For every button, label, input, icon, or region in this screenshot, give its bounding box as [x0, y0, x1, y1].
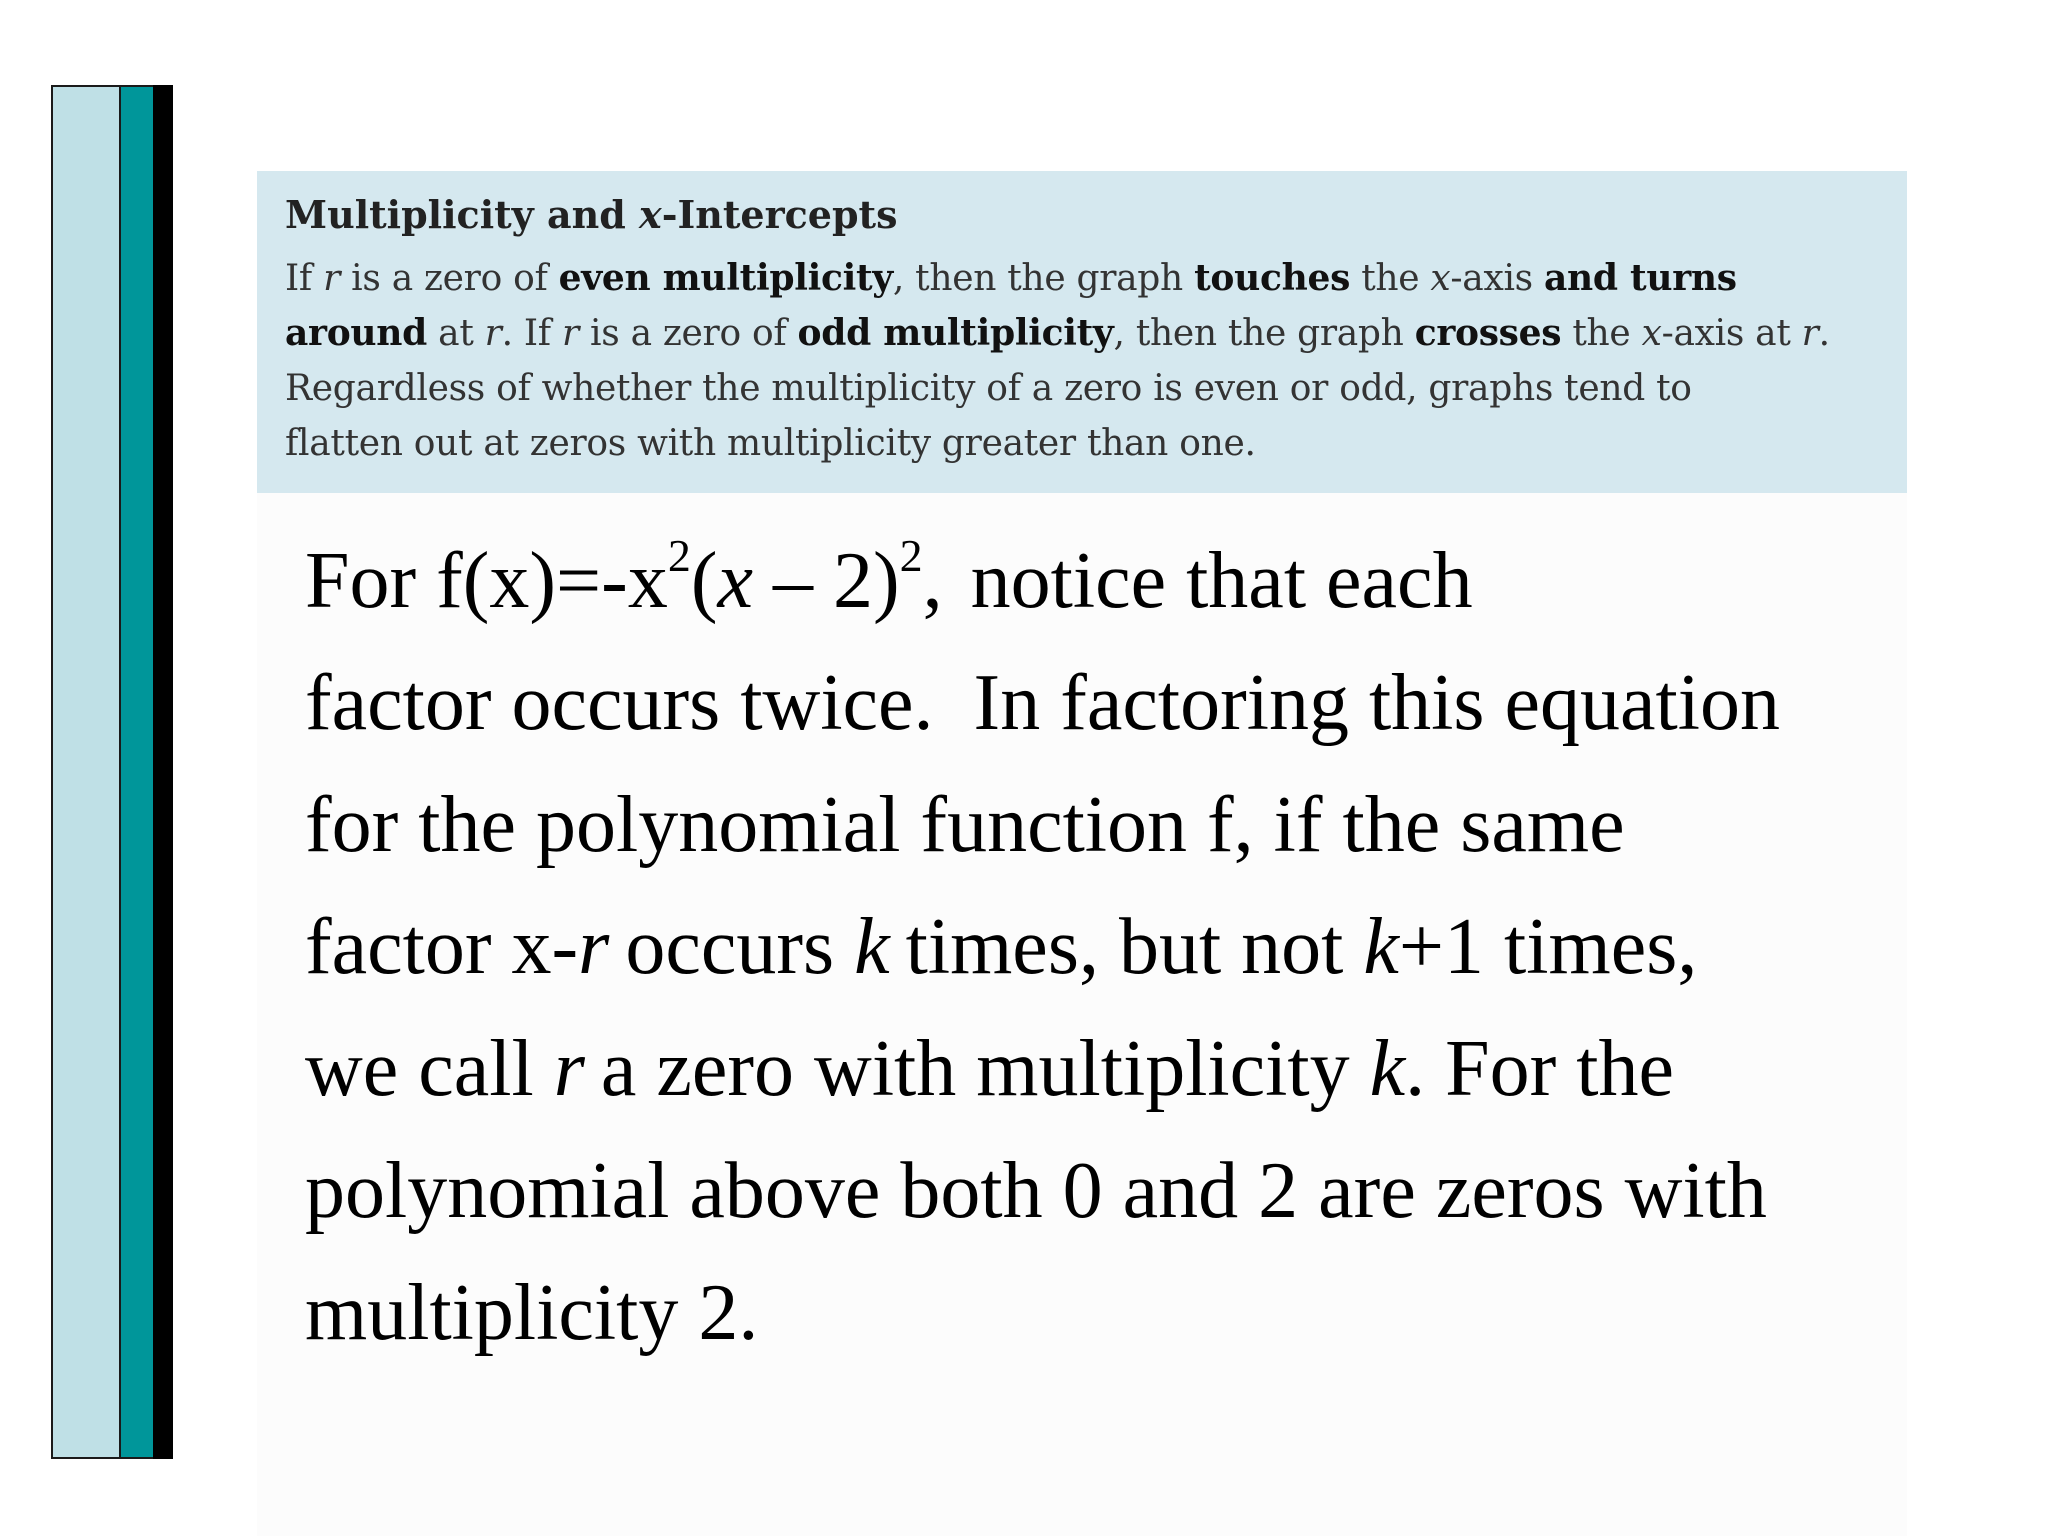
text-line-2: factor occurs twice. In factoring this equation: [305, 659, 1780, 747]
main-paragraph: [305, 520, 1905, 1374]
text-line-5: we call r a zero with multiplicity k. For the: [305, 1025, 1674, 1113]
definition-text: If r is a zero of even multiplicity, then the graph touches the x-axis and turns around at r. If r is a zero of odd multiplicity, then the graph crosses the x-axis at r. Regardless of whether the multiplicity of a zero is even or odd, graphs tend to flatten out at zeros with multiplicity greater than one.: [285, 257, 1830, 464]
sidebar-teal-bar: [119, 85, 155, 1459]
text-line-7: multiplicity 2.: [305, 1269, 759, 1357]
sidebar-black-bar: [153, 85, 173, 1459]
text-line-3: for the polynomial function f, if the same: [305, 781, 1625, 869]
definition-title: Multiplicity and x-Intercepts: [285, 192, 898, 237]
text-line-6: polynomial above both 0 and 2 are zeros with: [305, 1147, 1767, 1235]
text-line-1: For $f(x)=-x^2(x - 2)^2$, notice that each: [305, 530, 1473, 625]
text-line-4: factor x-r occurs k times, but not k+1 times,: [305, 903, 1698, 991]
sidebar-light-bar: [51, 85, 121, 1459]
definition-box: [257, 171, 1907, 493]
